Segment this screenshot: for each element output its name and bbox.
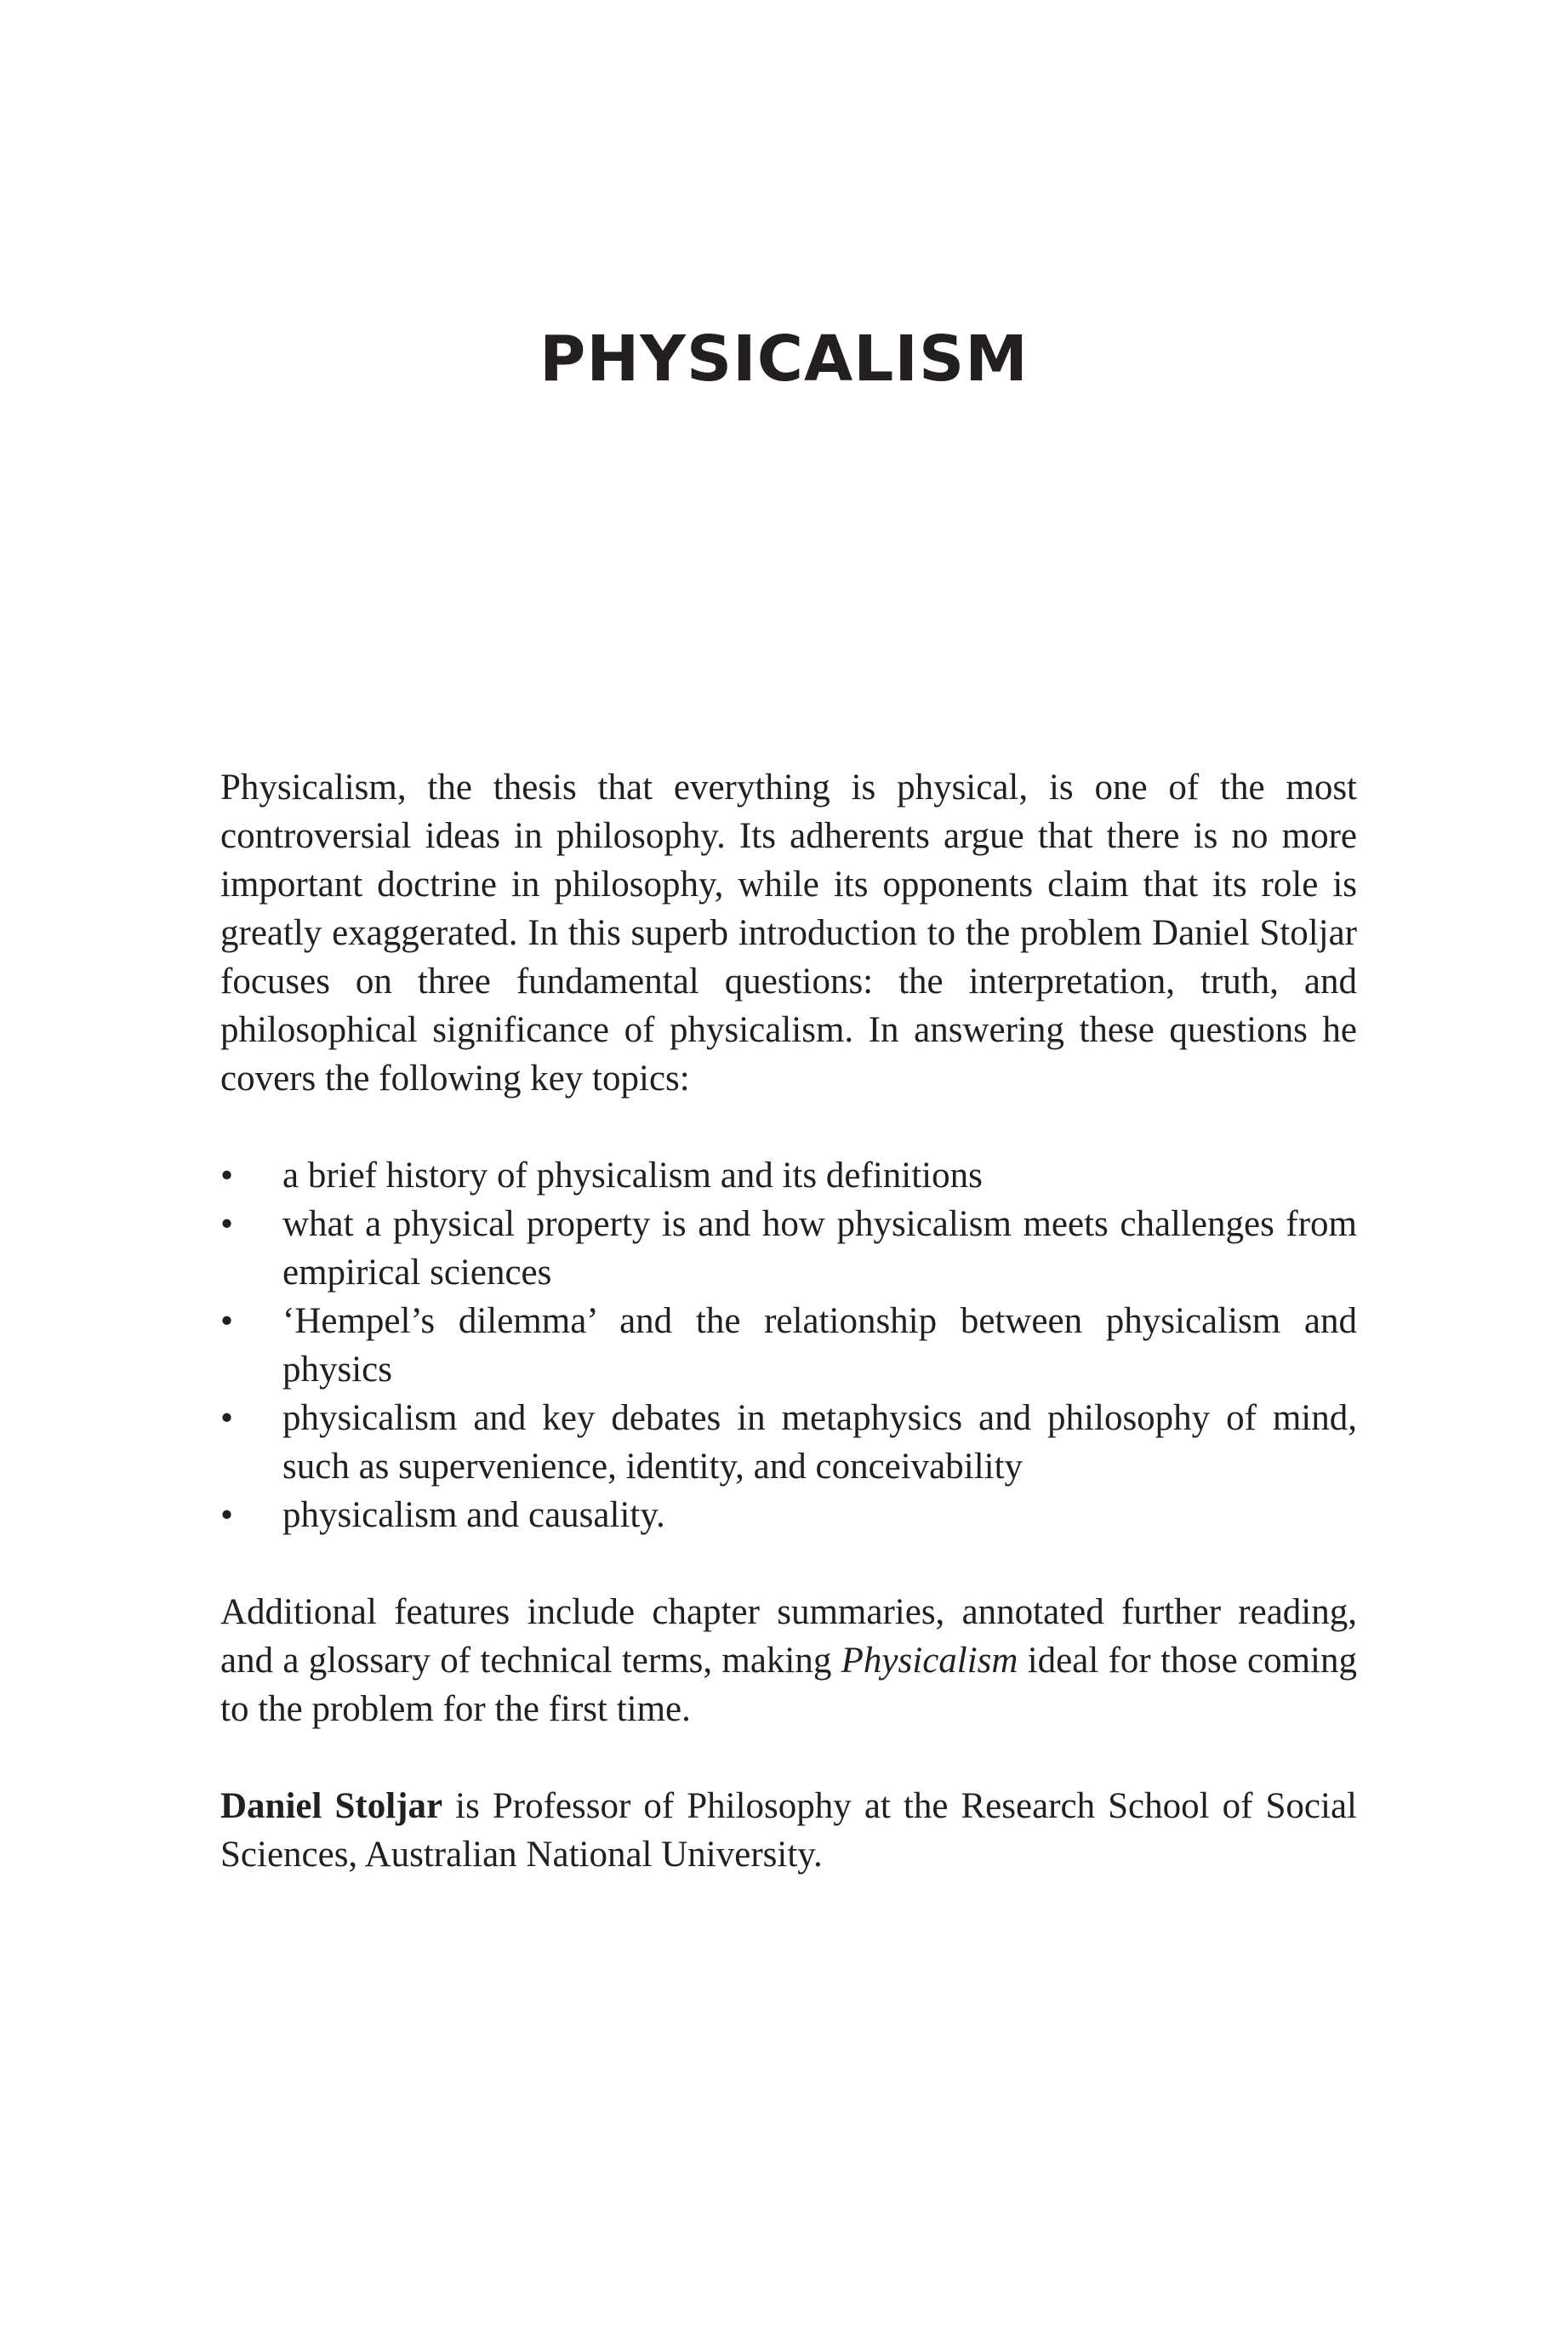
topics-list — [220, 1151, 1357, 1539]
features-text-after: ideal for those coming to the problem for the first time. — [220, 1641, 1357, 1729]
list-item — [220, 1394, 1357, 1491]
list-item-text: physicalism and key debates in metaphysics and philosophy of mind, such as supervenience, identity, and conceivability — [282, 1398, 1357, 1487]
list-item — [220, 1151, 1357, 1200]
bullet-icon: • — [220, 1495, 234, 1535]
page-title: PHYSICALISM — [539, 323, 1029, 396]
bullet-icon: • — [220, 1156, 234, 1196]
blurb-body — [220, 763, 1357, 1879]
list-item — [220, 1297, 1357, 1394]
list-item-text: physicalism and causality. — [282, 1495, 665, 1535]
bullet-icon: • — [220, 1398, 234, 1438]
author-bio: is Professor of Philosophy at the Research School of Social Sciences, Australian National University. — [220, 1786, 1357, 1875]
paragraph-spacer — [220, 1539, 1357, 1588]
list-item-text: a brief history of physicalism and its definitions — [282, 1156, 983, 1196]
book-title-italic: Physicalism — [841, 1641, 1018, 1681]
list-item — [220, 1491, 1357, 1539]
bullet-icon: • — [220, 1301, 234, 1341]
list-item-text: what a physical property is and how physicalism meets challenges from empirical sciences — [282, 1204, 1357, 1293]
author-paragraph — [220, 1782, 1357, 1879]
paragraph-spacer — [220, 1103, 1357, 1151]
bullet-icon: • — [220, 1204, 234, 1244]
features-paragraph — [220, 1588, 1357, 1733]
list-item-text: ‘Hempel’s dilemma’ and the relationship between physicalism and physics — [282, 1301, 1357, 1390]
intro-paragraph: Physicalism, the thesis that everything is physical, is one of the most controversial ideas in philosophy. Its adherents argue that there is no more important doctrine in philosophy, while its opponents claim that its role is greatly exaggerated. In this superb introduction to the problem Daniel Stoljar focuses on three fundamental questions: the interpretation, truth, and philosophical significance of physicalism. In answering these questions he covers the following key topics: — [220, 768, 1357, 1099]
paragraph-spacer — [220, 1733, 1357, 1782]
author-name: Daniel Stoljar — [220, 1786, 443, 1826]
list-item — [220, 1200, 1357, 1297]
features-text-before: Additional features include chapter summaries, annotated further reading, and a glossary of technical terms, making — [220, 1592, 1357, 1681]
